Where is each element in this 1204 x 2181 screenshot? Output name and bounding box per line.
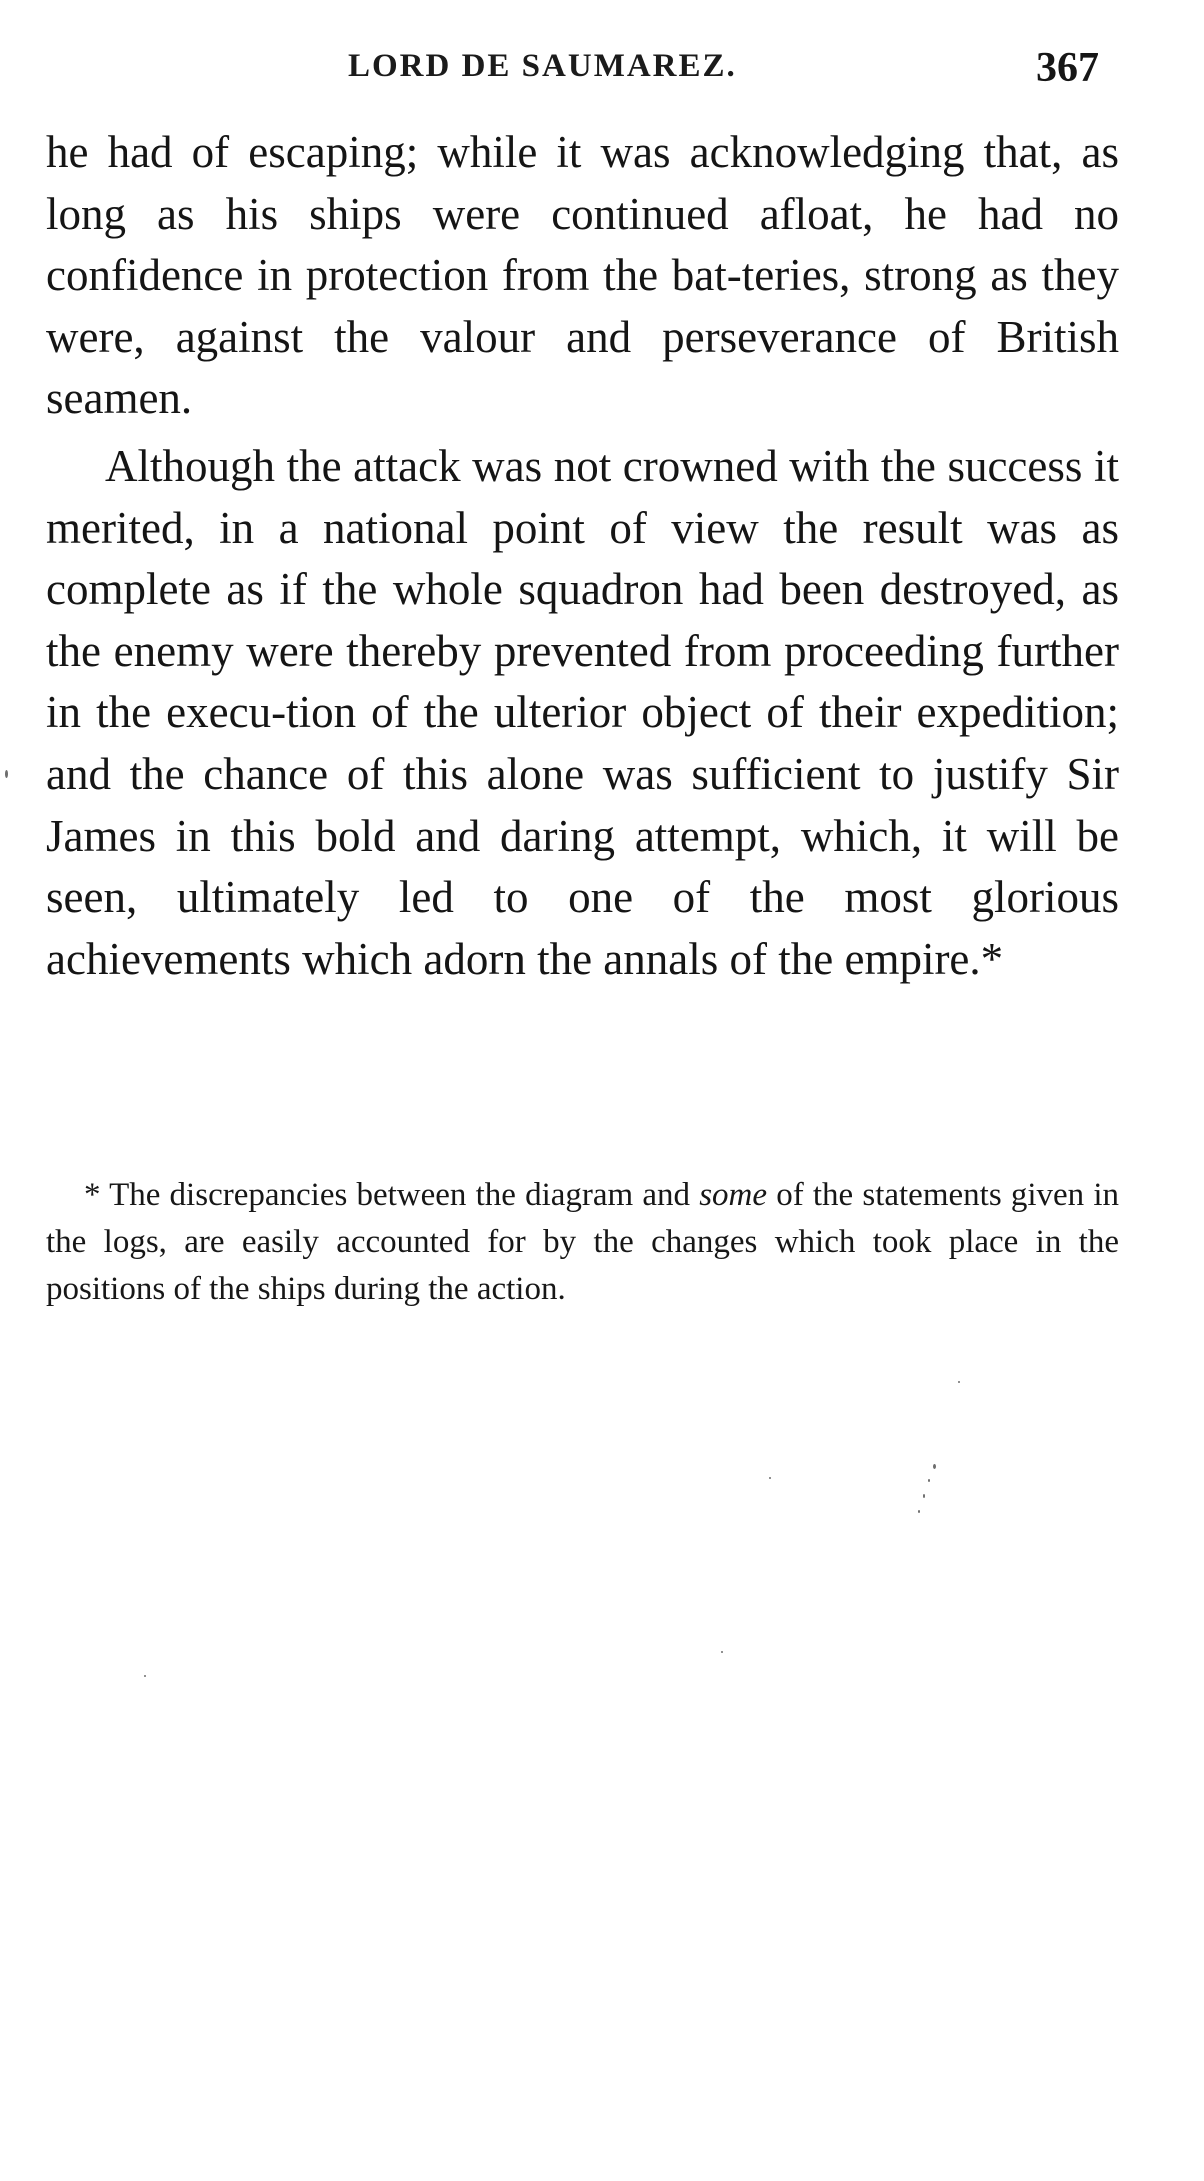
footnote xyxy=(46,1172,1119,1313)
paper-speck xyxy=(5,770,8,778)
footnote-text-after: of the statements given in the logs, are easily accounted for by the changes which took place in the positions of the ships during the action. xyxy=(46,1177,1119,1307)
page-number: 367 xyxy=(1036,45,1099,91)
paragraph-attack-result: Although the attack was not crowned with the success it merited, in a national point of view the result was as complete as if the whole squadron had been destroyed, as the enemy were thereby prevented from proceeding further in the execu-tion of the ulterior object of their expedition; and the chance of this alone was sufficient to justify Sir James in this bold and daring attempt, which, it will be seen, ultimately led to one of the most glorious achievements which adorn the annals of the empire.* xyxy=(46,440,1119,984)
footnote-text-before: * The discrepancies between the diagram and xyxy=(84,1177,700,1213)
paper-speck xyxy=(928,1479,930,1482)
paper-speck xyxy=(144,1675,146,1677)
paper-speck xyxy=(721,1651,723,1653)
paper-speck xyxy=(769,1477,771,1479)
paper-speck xyxy=(958,1381,960,1383)
paragraph-continued: he had of escaping; while it was acknowledging that, as long as his ships were continued afloat, he had no confidence in protection from the bat-teries, strong as they were, against the valour and perseverance of British seamen. xyxy=(46,127,1119,424)
running-title: LORD DE SAUMAREZ. xyxy=(348,48,737,84)
paper-speck xyxy=(923,1494,925,1498)
paper-speck xyxy=(918,1510,920,1513)
paper-speck xyxy=(933,1464,936,1469)
footnote-emphasis: some xyxy=(699,1177,768,1213)
body-text xyxy=(46,122,1119,990)
